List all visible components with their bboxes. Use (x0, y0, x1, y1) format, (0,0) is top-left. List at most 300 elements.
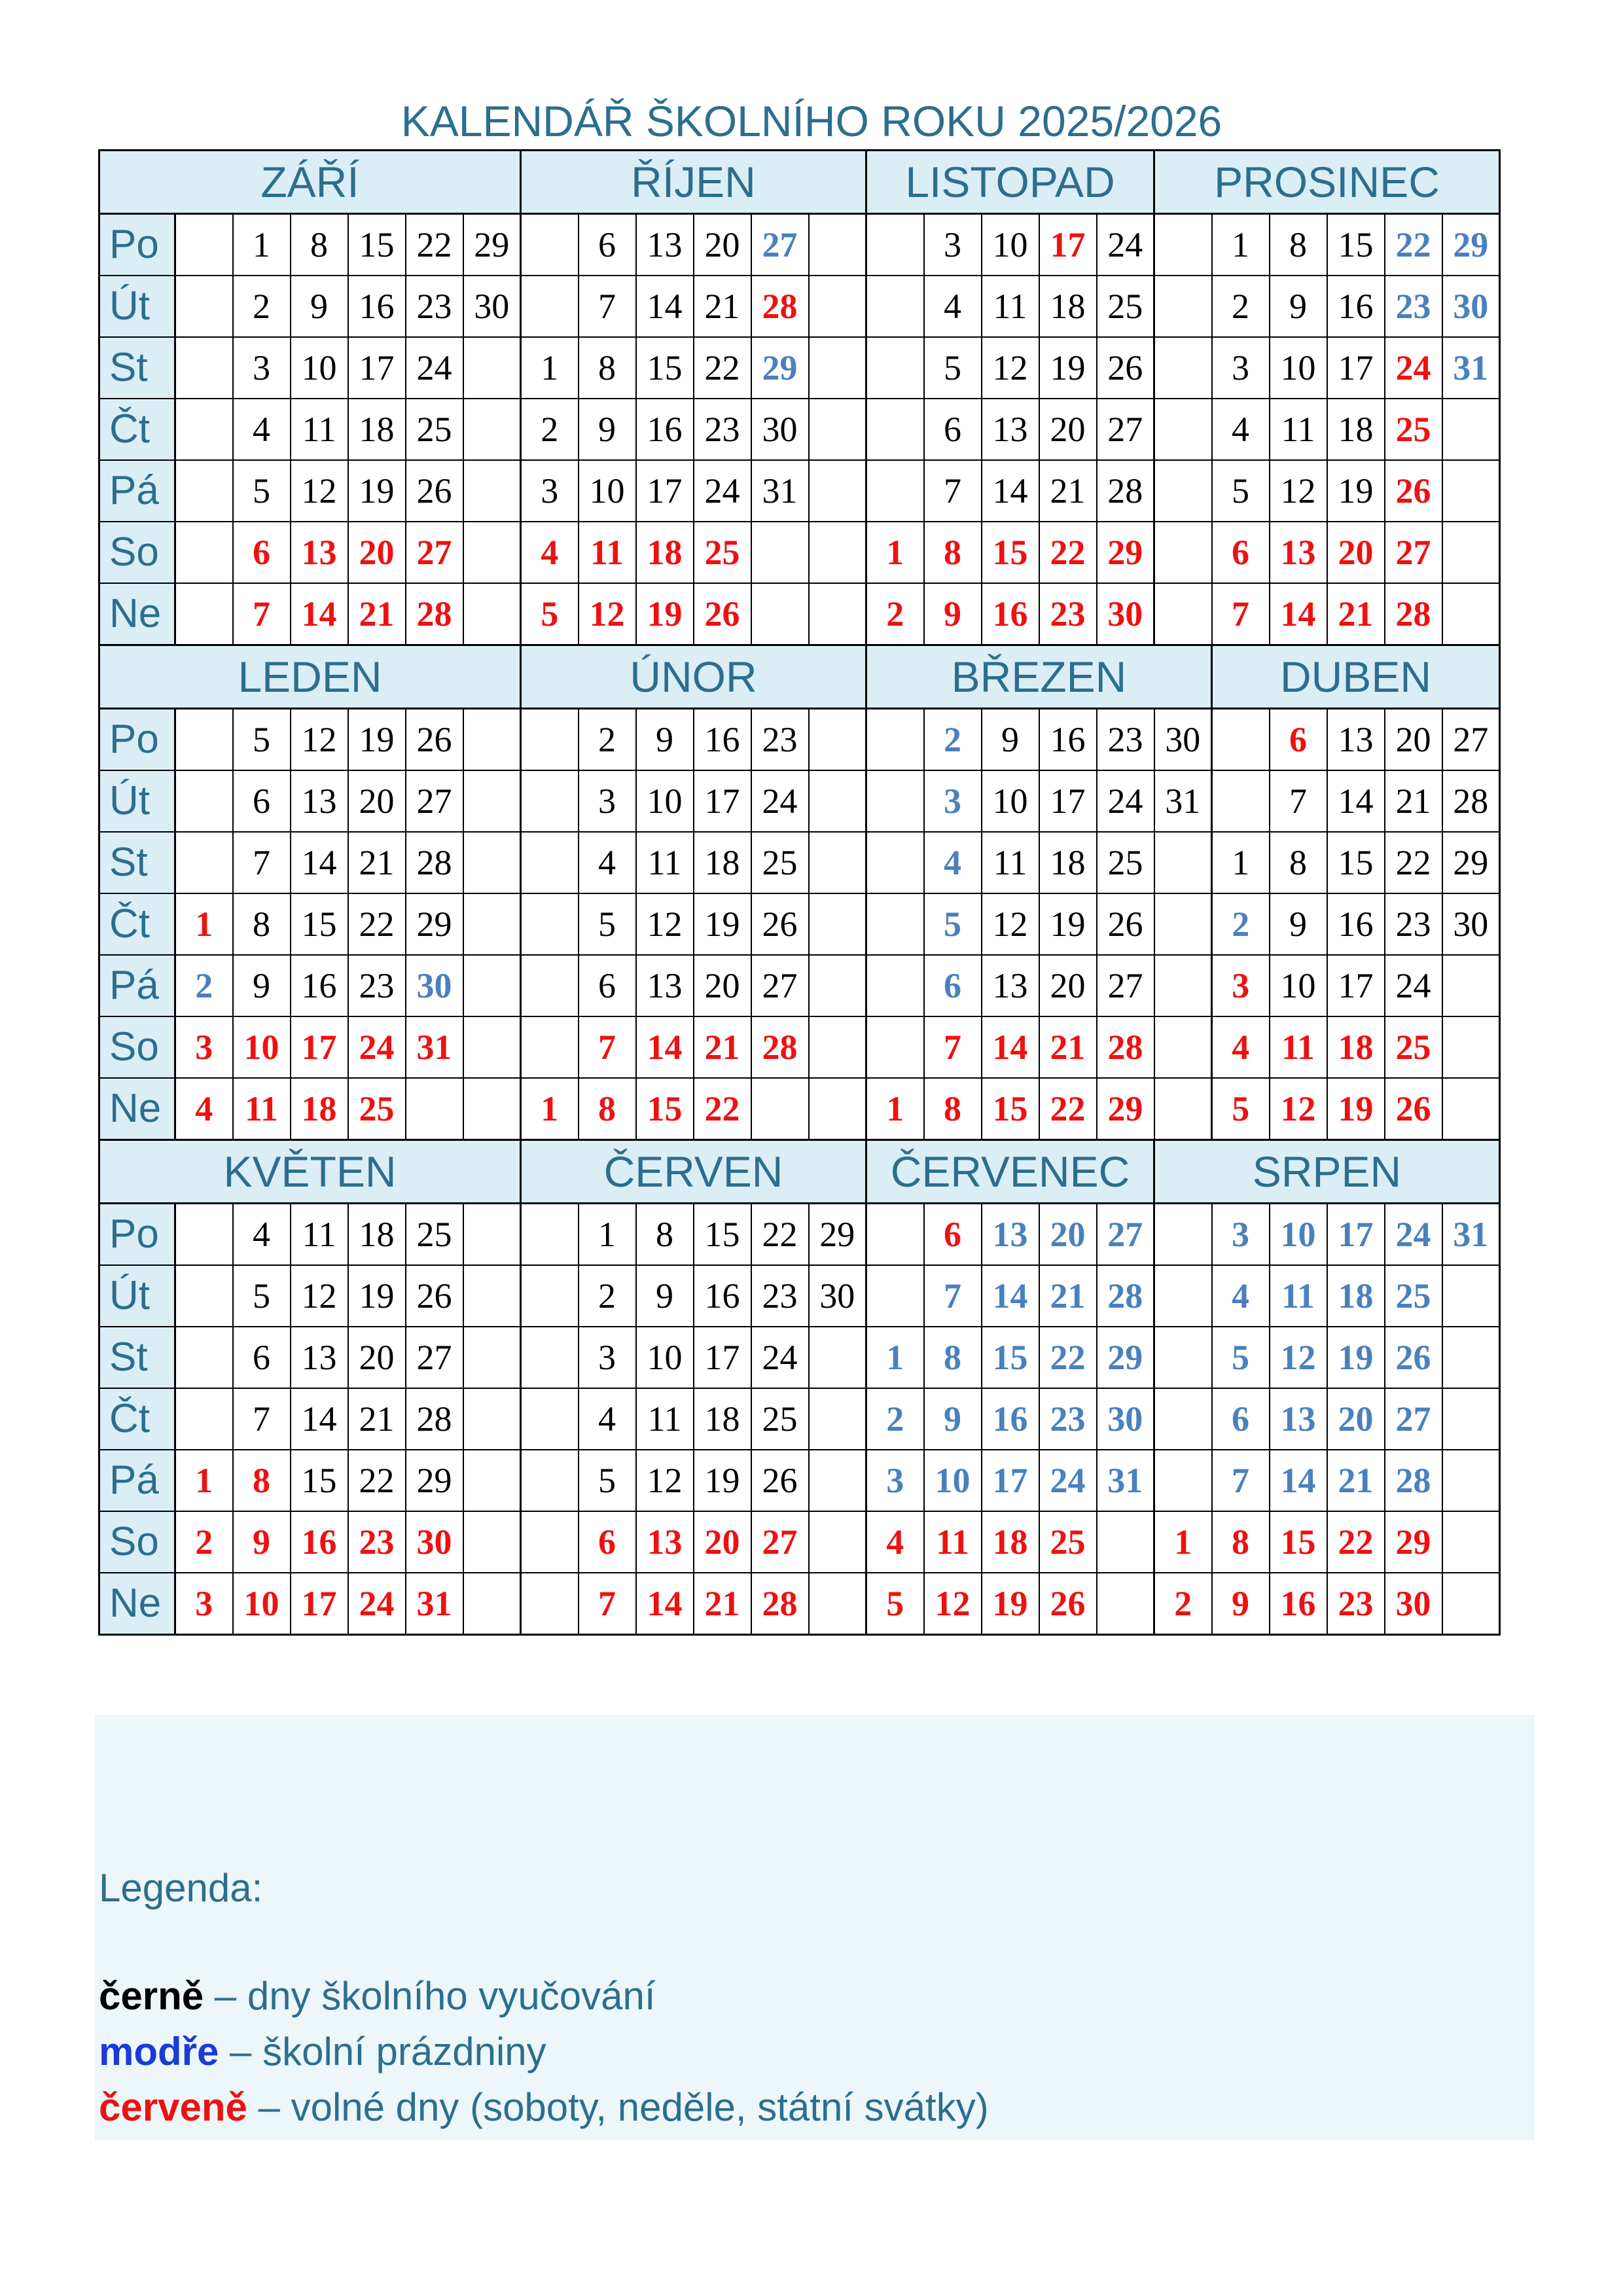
day-cell: 29 (809, 1204, 866, 1266)
day-cell: 23 (1097, 709, 1154, 771)
day-cell: 15 (1327, 214, 1385, 276)
day-cell: 18 (694, 1388, 751, 1450)
day-cell: 12 (1270, 1078, 1327, 1140)
day-cell: 3 (924, 214, 982, 276)
day-cell: 15 (1327, 832, 1385, 893)
day-cell: 1 (579, 1204, 636, 1266)
day-cell: 5 (521, 583, 579, 645)
day-cell (1154, 893, 1212, 955)
day-cell: 11 (924, 1511, 982, 1573)
day-cell (1442, 583, 1500, 645)
day-cell (1154, 276, 1212, 337)
day-cell: 27 (1385, 1388, 1442, 1450)
day-cell: 5 (1212, 1078, 1270, 1140)
weekday-row (99, 1573, 1500, 1635)
day-cell (463, 1327, 521, 1388)
day-cell: 24 (406, 337, 463, 399)
day-cell (809, 276, 866, 337)
weekday-row (99, 1511, 1500, 1573)
day-cell: 21 (694, 276, 751, 337)
day-cell: 16 (1270, 1573, 1327, 1635)
day-cell: 14 (636, 276, 694, 337)
weekday-row (99, 709, 1500, 771)
day-cell: 11 (291, 399, 348, 460)
day-cell: 13 (291, 1327, 348, 1388)
day-cell (175, 1327, 233, 1388)
weekday-label: Út (99, 770, 175, 832)
day-cell: 5 (1212, 1327, 1270, 1388)
day-cell (1154, 1016, 1212, 1078)
day-cell (866, 832, 924, 893)
day-cell: 8 (636, 1204, 694, 1266)
day-cell (175, 583, 233, 645)
day-cell: 30 (1442, 893, 1500, 955)
day-cell: 5 (233, 709, 291, 771)
day-cell: 20 (694, 214, 751, 276)
day-cell (866, 399, 924, 460)
day-cell: 17 (348, 337, 406, 399)
day-cell: 2 (1212, 276, 1270, 337)
day-cell: 9 (1270, 276, 1327, 337)
day-cell (406, 1078, 463, 1140)
weekday-label: So (99, 1016, 175, 1078)
day-cell: 16 (636, 399, 694, 460)
day-cell (1442, 1511, 1500, 1573)
day-cell: 19 (694, 1450, 751, 1511)
day-cell (866, 337, 924, 399)
day-cell: 24 (694, 460, 751, 522)
day-cell: 12 (1270, 1327, 1327, 1388)
day-cell (866, 1265, 924, 1327)
weekday-row (99, 522, 1500, 583)
day-cell (1154, 522, 1212, 583)
day-cell: 13 (1327, 709, 1385, 771)
day-cell: 12 (291, 1265, 348, 1327)
day-cell: 19 (636, 583, 694, 645)
day-cell (175, 1388, 233, 1450)
month-name: KVĚTEN (99, 1140, 521, 1204)
day-cell: 3 (233, 337, 291, 399)
day-cell: 14 (291, 1388, 348, 1450)
day-cell: 29 (751, 337, 809, 399)
day-cell: 30 (1442, 276, 1500, 337)
day-cell: 29 (406, 893, 463, 955)
day-cell: 11 (1270, 1265, 1327, 1327)
day-cell: 4 (521, 522, 579, 583)
day-cell: 8 (1270, 832, 1327, 893)
day-cell: 29 (1097, 1078, 1154, 1140)
day-cell: 23 (751, 709, 809, 771)
day-cell: 19 (694, 893, 751, 955)
day-cell: 25 (1039, 1511, 1097, 1573)
legend-description: – volné dny (soboty, neděle, státní svátky) (247, 2085, 989, 2129)
day-cell: 2 (866, 583, 924, 645)
day-cell (521, 955, 579, 1016)
day-cell: 9 (233, 955, 291, 1016)
day-cell: 17 (1327, 337, 1385, 399)
day-cell: 8 (233, 893, 291, 955)
day-cell: 5 (579, 1450, 636, 1511)
day-cell: 25 (751, 832, 809, 893)
day-cell (809, 460, 866, 522)
day-cell: 17 (982, 1450, 1039, 1511)
day-cell: 27 (1097, 399, 1154, 460)
day-cell (1154, 337, 1212, 399)
day-cell: 24 (1097, 770, 1154, 832)
day-cell: 22 (1327, 1511, 1385, 1573)
weekday-label: Čt (99, 893, 175, 955)
day-cell: 5 (233, 460, 291, 522)
day-cell (521, 893, 579, 955)
day-cell: 23 (406, 276, 463, 337)
day-cell (1442, 1327, 1500, 1388)
day-cell: 27 (751, 214, 809, 276)
day-cell: 26 (1097, 893, 1154, 955)
day-cell (1097, 1511, 1154, 1573)
day-cell: 28 (1097, 1016, 1154, 1078)
day-cell: 10 (982, 214, 1039, 276)
day-cell: 10 (924, 1450, 982, 1511)
day-cell: 9 (1212, 1573, 1270, 1635)
day-cell: 24 (1097, 214, 1154, 276)
day-cell: 23 (348, 955, 406, 1016)
day-cell (809, 1016, 866, 1078)
day-cell: 23 (694, 399, 751, 460)
day-cell: 20 (1039, 955, 1097, 1016)
weekday-label: Út (99, 1265, 175, 1327)
day-cell: 21 (1327, 583, 1385, 645)
day-cell: 6 (1212, 1388, 1270, 1450)
day-cell: 23 (1385, 276, 1442, 337)
day-cell (809, 1388, 866, 1450)
day-cell (1442, 1265, 1500, 1327)
day-cell (1154, 399, 1212, 460)
day-cell: 12 (636, 893, 694, 955)
day-cell: 17 (291, 1016, 348, 1078)
day-cell: 15 (291, 893, 348, 955)
day-cell: 22 (1039, 1327, 1097, 1388)
month-name: PROSINEC (1154, 151, 1500, 214)
month-header-row (99, 151, 1500, 214)
day-cell: 21 (348, 832, 406, 893)
day-cell: 8 (1270, 214, 1327, 276)
day-cell: 29 (1097, 1327, 1154, 1388)
day-cell (866, 955, 924, 1016)
day-cell: 15 (694, 1204, 751, 1266)
day-cell: 3 (579, 770, 636, 832)
day-cell: 14 (291, 583, 348, 645)
day-cell: 14 (636, 1573, 694, 1635)
day-cell: 11 (636, 1388, 694, 1450)
day-cell: 21 (348, 1388, 406, 1450)
day-cell (175, 832, 233, 893)
weekday-label: Ne (99, 583, 175, 645)
weekday-label: Ne (99, 1573, 175, 1635)
day-cell: 25 (406, 1204, 463, 1266)
day-cell: 23 (1039, 583, 1097, 645)
day-cell: 20 (348, 1327, 406, 1388)
day-cell: 1 (175, 1450, 233, 1511)
legend-key: modře (99, 2030, 219, 2073)
day-cell: 1 (233, 214, 291, 276)
day-cell: 28 (751, 1016, 809, 1078)
day-cell: 26 (1385, 1327, 1442, 1388)
day-cell: 23 (348, 1511, 406, 1573)
day-cell: 7 (579, 1573, 636, 1635)
day-cell: 4 (233, 399, 291, 460)
weekday-row (99, 1388, 1500, 1450)
day-cell: 10 (1270, 955, 1327, 1016)
day-cell (809, 832, 866, 893)
day-cell: 11 (982, 276, 1039, 337)
day-cell: 12 (1270, 460, 1327, 522)
day-cell: 27 (751, 1511, 809, 1573)
day-cell (1442, 1450, 1500, 1511)
day-cell: 1 (521, 337, 579, 399)
day-cell (1442, 399, 1500, 460)
day-cell: 7 (1212, 1450, 1270, 1511)
day-cell: 31 (1442, 337, 1500, 399)
day-cell: 4 (924, 832, 982, 893)
day-cell: 22 (694, 1078, 751, 1140)
day-cell (175, 1204, 233, 1266)
day-cell: 2 (233, 276, 291, 337)
day-cell: 30 (751, 399, 809, 460)
day-cell: 1 (175, 893, 233, 955)
day-cell (521, 709, 579, 771)
day-cell: 6 (924, 1204, 982, 1266)
day-cell: 19 (1327, 460, 1385, 522)
day-cell: 20 (1327, 1388, 1385, 1450)
day-cell: 9 (924, 583, 982, 645)
day-cell: 31 (751, 460, 809, 522)
day-cell (809, 1511, 866, 1573)
day-cell: 16 (982, 1388, 1039, 1450)
day-cell: 8 (579, 1078, 636, 1140)
day-cell: 25 (406, 399, 463, 460)
day-cell: 29 (1442, 832, 1500, 893)
day-cell: 17 (1039, 770, 1097, 832)
day-cell: 8 (233, 1450, 291, 1511)
day-cell: 19 (348, 709, 406, 771)
day-cell (521, 1265, 579, 1327)
day-cell: 6 (924, 399, 982, 460)
day-cell: 14 (1327, 770, 1385, 832)
day-cell: 17 (636, 460, 694, 522)
weekday-label: St (99, 832, 175, 893)
day-cell: 27 (1097, 955, 1154, 1016)
day-cell (463, 399, 521, 460)
day-cell: 26 (406, 709, 463, 771)
day-cell: 30 (1154, 709, 1212, 771)
day-cell: 16 (348, 276, 406, 337)
day-cell: 7 (233, 583, 291, 645)
day-cell: 9 (579, 399, 636, 460)
day-cell: 2 (579, 709, 636, 771)
day-cell: 29 (1385, 1511, 1442, 1573)
month-name: SRPEN (1154, 1140, 1500, 1204)
day-cell: 18 (1327, 399, 1385, 460)
day-cell (809, 399, 866, 460)
day-cell: 3 (521, 460, 579, 522)
day-cell: 1 (1212, 214, 1270, 276)
day-cell: 12 (636, 1450, 694, 1511)
legend-description: – školní prázdniny (219, 2030, 546, 2073)
weekday-label: Po (99, 214, 175, 276)
day-cell: 18 (291, 1078, 348, 1140)
day-cell: 2 (175, 1511, 233, 1573)
day-cell: 5 (1212, 460, 1270, 522)
day-cell: 24 (1039, 1450, 1097, 1511)
day-cell: 24 (1385, 955, 1442, 1016)
weekday-row (99, 214, 1500, 276)
day-cell: 18 (636, 522, 694, 583)
day-cell (809, 1450, 866, 1511)
day-cell: 9 (982, 709, 1039, 771)
day-cell: 25 (1385, 399, 1442, 460)
day-cell: 18 (982, 1511, 1039, 1573)
day-cell: 14 (1270, 1450, 1327, 1511)
day-cell: 23 (751, 1265, 809, 1327)
day-cell: 29 (1097, 522, 1154, 583)
day-cell: 31 (1154, 770, 1212, 832)
day-cell: 18 (694, 832, 751, 893)
day-cell (521, 1204, 579, 1266)
day-cell: 8 (291, 214, 348, 276)
legend-title: Legenda: (99, 1866, 263, 1910)
day-cell: 2 (579, 1265, 636, 1327)
day-cell: 6 (924, 955, 982, 1016)
day-cell (809, 955, 866, 1016)
day-cell: 7 (924, 1016, 982, 1078)
day-cell (175, 276, 233, 337)
day-cell: 28 (1097, 460, 1154, 522)
day-cell (866, 1204, 924, 1266)
day-cell: 22 (1385, 214, 1442, 276)
day-cell: 29 (463, 214, 521, 276)
day-cell: 7 (579, 1016, 636, 1078)
day-cell (1154, 1204, 1212, 1266)
day-cell (463, 709, 521, 771)
day-cell (175, 709, 233, 771)
day-cell (866, 276, 924, 337)
day-cell: 6 (579, 214, 636, 276)
day-cell: 2 (1154, 1573, 1212, 1635)
day-cell (866, 460, 924, 522)
day-cell (1154, 832, 1212, 893)
day-cell (1154, 1265, 1212, 1327)
day-cell: 30 (1097, 583, 1154, 645)
legend-item-holidays (99, 2029, 546, 2074)
day-cell: 21 (1385, 770, 1442, 832)
day-cell: 22 (406, 214, 463, 276)
day-cell: 6 (1270, 709, 1327, 771)
day-cell: 13 (636, 214, 694, 276)
month-name: LISTOPAD (866, 151, 1154, 214)
day-cell: 29 (1442, 214, 1500, 276)
day-cell (1442, 522, 1500, 583)
day-cell: 13 (982, 1204, 1039, 1266)
day-cell (866, 214, 924, 276)
day-cell: 17 (1327, 1204, 1385, 1266)
day-cell: 10 (982, 770, 1039, 832)
day-cell (463, 1078, 521, 1140)
day-cell: 18 (1327, 1265, 1385, 1327)
day-cell: 20 (348, 522, 406, 583)
day-cell: 17 (291, 1573, 348, 1635)
day-cell (521, 214, 579, 276)
day-cell: 15 (636, 337, 694, 399)
day-cell (521, 770, 579, 832)
day-cell (1154, 1078, 1212, 1140)
weekday-row (99, 460, 1500, 522)
day-cell: 2 (1212, 893, 1270, 955)
day-cell: 11 (579, 522, 636, 583)
day-cell (809, 893, 866, 955)
day-cell: 19 (348, 460, 406, 522)
legend-key: červeně (99, 2085, 247, 2129)
legend-item-school-days (99, 1973, 656, 2018)
day-cell: 23 (1385, 893, 1442, 955)
day-cell: 14 (636, 1016, 694, 1078)
day-cell: 10 (636, 1327, 694, 1388)
day-cell: 3 (866, 1450, 924, 1511)
day-cell: 13 (982, 955, 1039, 1016)
day-cell: 4 (866, 1511, 924, 1573)
day-cell: 22 (1385, 832, 1442, 893)
day-cell: 5 (233, 1265, 291, 1327)
day-cell: 14 (982, 460, 1039, 522)
day-cell: 25 (348, 1078, 406, 1140)
day-cell: 9 (924, 1388, 982, 1450)
day-cell (521, 1450, 579, 1511)
legend (95, 1715, 1535, 2140)
day-cell: 14 (291, 832, 348, 893)
day-cell: 23 (1039, 1388, 1097, 1450)
day-cell: 4 (924, 276, 982, 337)
day-cell: 7 (579, 276, 636, 337)
day-cell: 28 (1442, 770, 1500, 832)
day-cell: 8 (924, 1327, 982, 1388)
day-cell: 13 (291, 522, 348, 583)
day-cell: 12 (982, 893, 1039, 955)
day-cell: 21 (348, 583, 406, 645)
day-cell: 17 (1327, 955, 1385, 1016)
day-cell: 15 (982, 522, 1039, 583)
day-cell (463, 522, 521, 583)
day-cell: 26 (406, 460, 463, 522)
day-cell: 17 (694, 1327, 751, 1388)
day-cell (1154, 1327, 1212, 1388)
day-cell (1154, 214, 1212, 276)
day-cell: 5 (924, 893, 982, 955)
day-cell: 25 (1385, 1265, 1442, 1327)
legend-key: černě (99, 1974, 204, 2018)
day-cell: 26 (1039, 1573, 1097, 1635)
day-cell: 15 (982, 1327, 1039, 1388)
day-cell: 19 (1327, 1327, 1385, 1388)
weekday-label: Pá (99, 460, 175, 522)
day-cell: 23 (1327, 1573, 1385, 1635)
day-cell: 13 (982, 399, 1039, 460)
day-cell: 2 (866, 1388, 924, 1450)
day-cell: 25 (1385, 1016, 1442, 1078)
day-cell: 13 (1270, 522, 1327, 583)
day-cell: 7 (233, 832, 291, 893)
day-cell: 10 (233, 1573, 291, 1635)
day-cell: 28 (1385, 1450, 1442, 1511)
day-cell: 1 (866, 1078, 924, 1140)
